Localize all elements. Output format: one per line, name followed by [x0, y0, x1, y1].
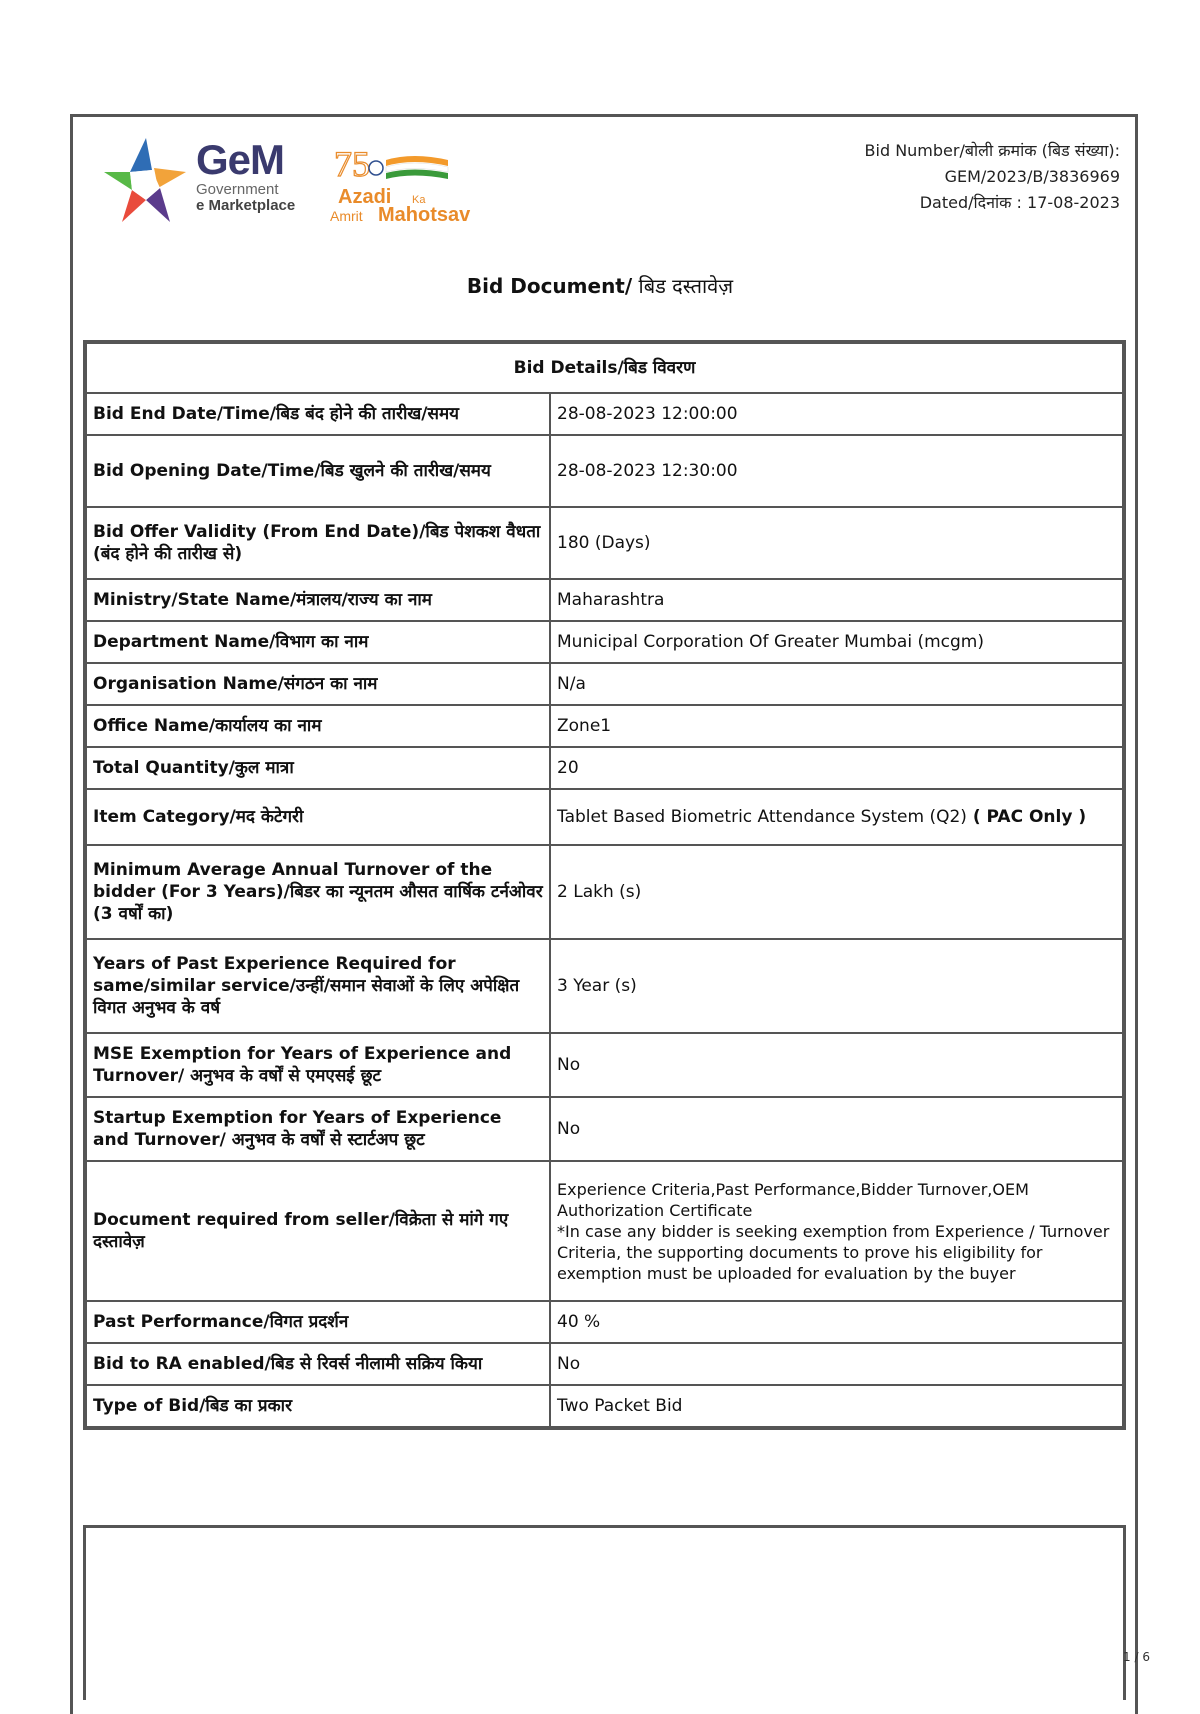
page-number: 1 / 6	[1123, 1650, 1150, 1664]
table-row	[86, 1301, 1123, 1343]
bid-number-label: Bid Number/बोली क्रमांक (बिड संख्या):	[864, 141, 1120, 160]
header	[100, 132, 1120, 242]
row-value: N/a	[550, 663, 1123, 705]
dated-value: 17-08-2023	[1027, 193, 1120, 212]
azadi-ka-text: Ka	[412, 194, 426, 206]
bid-details-table	[83, 340, 1126, 1430]
row-value: Municipal Corporation Of Greater Mumbai (mcgm)	[550, 621, 1123, 663]
row-value: No	[550, 1343, 1123, 1385]
row-value: 2 Lakh (s)	[550, 845, 1123, 939]
row-label: Bid to RA enabled/बिड से रिवर्स नीलामी सक्रिय किया	[86, 1343, 550, 1385]
item-category-value: Tablet Based Biometric Attendance System (Q2)	[557, 807, 967, 827]
table-row	[86, 747, 1123, 789]
row-label: Startup Exemption for Years of Experience and Turnover/ अनुभव के वर्षों से स्टार्टअप छूट	[86, 1097, 550, 1161]
azadi-text: Azadi	[338, 186, 392, 208]
table-heading: Bid Details/बिड विवरण	[86, 343, 1123, 393]
row-label: Years of Past Experience Required for same/similar service/उन्हीं/समान सेवाओं के लिए अपेक्षित विगत अनुभव के वर्ष	[86, 939, 550, 1033]
row-label: Bid End Date/Time/बिड बंद होने की तारीख/समय	[86, 393, 550, 435]
table-row	[86, 1385, 1123, 1427]
row-label: Bid Opening Date/Time/बिड खुलने की तारीख/समय	[86, 435, 550, 507]
document-title	[0, 272, 1200, 299]
row-label: MSE Exemption for Years of Experience and Turnover/ अनुभव के वर्षों से एमएसई छूट	[86, 1033, 550, 1097]
gem-subtitle-2: e Marketplace	[196, 197, 296, 214]
documents-note: *In case any bidder is seeking exemption from Experience / Turnover Criteria, the supporting documents to prove his eligibility for exemption must be uploaded for evaluation by the buyer	[557, 1221, 1110, 1283]
row-value: No	[550, 1097, 1123, 1161]
table-row	[86, 435, 1123, 507]
azadi-75-icon	[328, 140, 468, 190]
table-row	[86, 939, 1123, 1033]
row-value: 40 %	[550, 1301, 1123, 1343]
table-row	[86, 705, 1123, 747]
table-heading-row	[86, 343, 1123, 393]
row-label: Minimum Average Annual Turnover of the bidder (For 3 Years)/बिडर का न्यूनतम औसत वार्षिक टर्नओवर (3 वर्षों का)	[86, 845, 550, 939]
dated-label: Dated/दिनांक :	[919, 193, 1022, 212]
row-value: Two Packet Bid	[550, 1385, 1123, 1427]
table-row	[86, 789, 1123, 845]
row-label: Organisation Name/संगठन का नाम	[86, 663, 550, 705]
table-row	[86, 621, 1123, 663]
row-label: Ministry/State Name/मंत्रालय/राज्य का नाम	[86, 579, 550, 621]
documents-required: Experience Criteria,Past Performance,Bidder Turnover,OEM Authorization Certificate	[557, 1179, 1029, 1220]
row-value: 28-08-2023 12:00:00	[550, 393, 1123, 435]
gem-logo	[100, 132, 310, 232]
amrit-text: Amrit	[330, 208, 363, 224]
next-section-box	[83, 1525, 1126, 1700]
row-value: 28-08-2023 12:30:00	[550, 435, 1123, 507]
row-label: Item Category/मद केटेगरी	[86, 789, 550, 845]
table-row	[86, 1097, 1123, 1161]
row-value: 20	[550, 747, 1123, 789]
bid-number: GEM/2023/B/3836969	[944, 167, 1120, 186]
row-label: Office Name/कार्यालय का नाम	[86, 705, 550, 747]
row-value	[550, 1161, 1123, 1301]
row-value	[550, 789, 1123, 845]
gem-title: GeM	[196, 136, 285, 183]
row-label: Bid Offer Validity (From End Date)/बिड पेशकश वैधता (बंद होने की तारीख से)	[86, 507, 550, 579]
mahotsav-text: Mahotsav	[378, 204, 471, 226]
table-row	[86, 579, 1123, 621]
document-title-hindi: बिड दस्तावेज़	[632, 274, 734, 298]
row-label: Department Name/विभाग का नाम	[86, 621, 550, 663]
row-label: Document required from seller/विक्रेता से मांगे गए दस्तावेज़	[86, 1161, 550, 1301]
table-row	[86, 1161, 1123, 1301]
row-value: Maharashtra	[550, 579, 1123, 621]
azadi-number: 75	[334, 144, 370, 184]
document-title-bold: Bid Document/	[466, 274, 633, 298]
row-label: Past Performance/विगत प्रदर्शन	[86, 1301, 550, 1343]
table-row	[86, 1033, 1123, 1097]
item-category-note: ( PAC Only )	[966, 807, 1087, 827]
table-row	[86, 393, 1123, 435]
table-row	[86, 663, 1123, 705]
table-row	[86, 845, 1123, 939]
row-label: Type of Bid/बिड का प्रकार	[86, 1385, 550, 1427]
table-row	[86, 1343, 1123, 1385]
row-value: 180 (Days)	[550, 507, 1123, 579]
gem-subtitle-1: Government	[196, 181, 279, 198]
row-label: Total Quantity/कुल मात्रा	[86, 747, 550, 789]
gem-star-icon	[100, 132, 192, 232]
azadi-logo	[328, 140, 498, 230]
table-row	[86, 507, 1123, 579]
bid-info	[865, 138, 1120, 216]
row-value: No	[550, 1033, 1123, 1097]
row-value: 3 Year (s)	[550, 939, 1123, 1033]
row-value: Zone1	[550, 705, 1123, 747]
